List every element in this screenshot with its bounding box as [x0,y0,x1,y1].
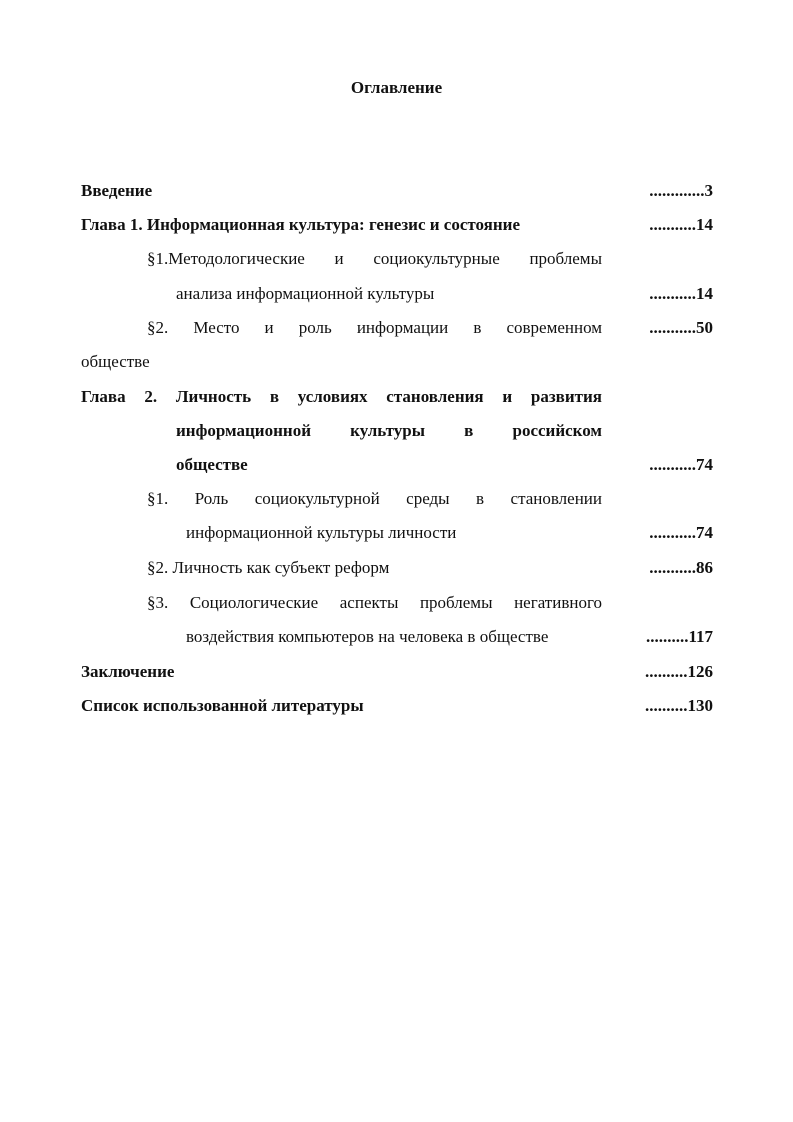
toc-page-number: ..........117 [645,627,713,646]
toc-page-number: ..........126 [645,662,713,681]
toc-entry-label-line2: информационной культуры личности [186,523,457,542]
toc-entry-label: Список использованной литературы [81,696,364,715]
toc-page-number: ...........14 [649,215,713,234]
toc-page-number: ...........14 [649,284,713,303]
page-title: Оглавление [350,78,443,97]
toc-page-number: ...........50 [649,318,713,337]
toc-entry-label-line2: воздействия компьютеров на человека в обществе [186,627,549,646]
toc-entry-label-line1: Глава 2. Личность в условиях становления и развития [81,387,602,406]
toc-page-number: ...........74 [649,523,713,542]
toc-entry-label: Заключение [81,662,175,681]
toc-page-number: .............3 [649,181,713,200]
toc-entry-label-line2: информационной культуры в российском [176,421,602,440]
toc-entry-label-line3: обществе [176,455,248,474]
toc-entry-label: Введение [81,181,153,200]
toc-entry-label: §2. Личность как субъект реформ [147,558,390,577]
toc-entry-label-line1: §1.Методологические и социокультурные проблемы [147,249,602,268]
toc-entry-label-line2: обществе [81,352,150,371]
toc-entry-label-line1: §1. Роль социокультурной среды в становлении [147,489,602,508]
toc-entry-label: Глава 1. Информационная культура: генезис и состояние [81,215,521,234]
toc-page-number: ...........74 [649,455,713,474]
toc-page-number: ..........130 [645,696,713,715]
toc-entry-label-line1: §2. Место и роль информации в современном [147,318,602,337]
toc-entry-label-line2: анализа информационной культуры [176,284,435,303]
toc-page-number: ...........86 [649,558,713,577]
toc-entry-label-line1: §3. Социологические аспекты проблемы негативного [147,593,602,612]
